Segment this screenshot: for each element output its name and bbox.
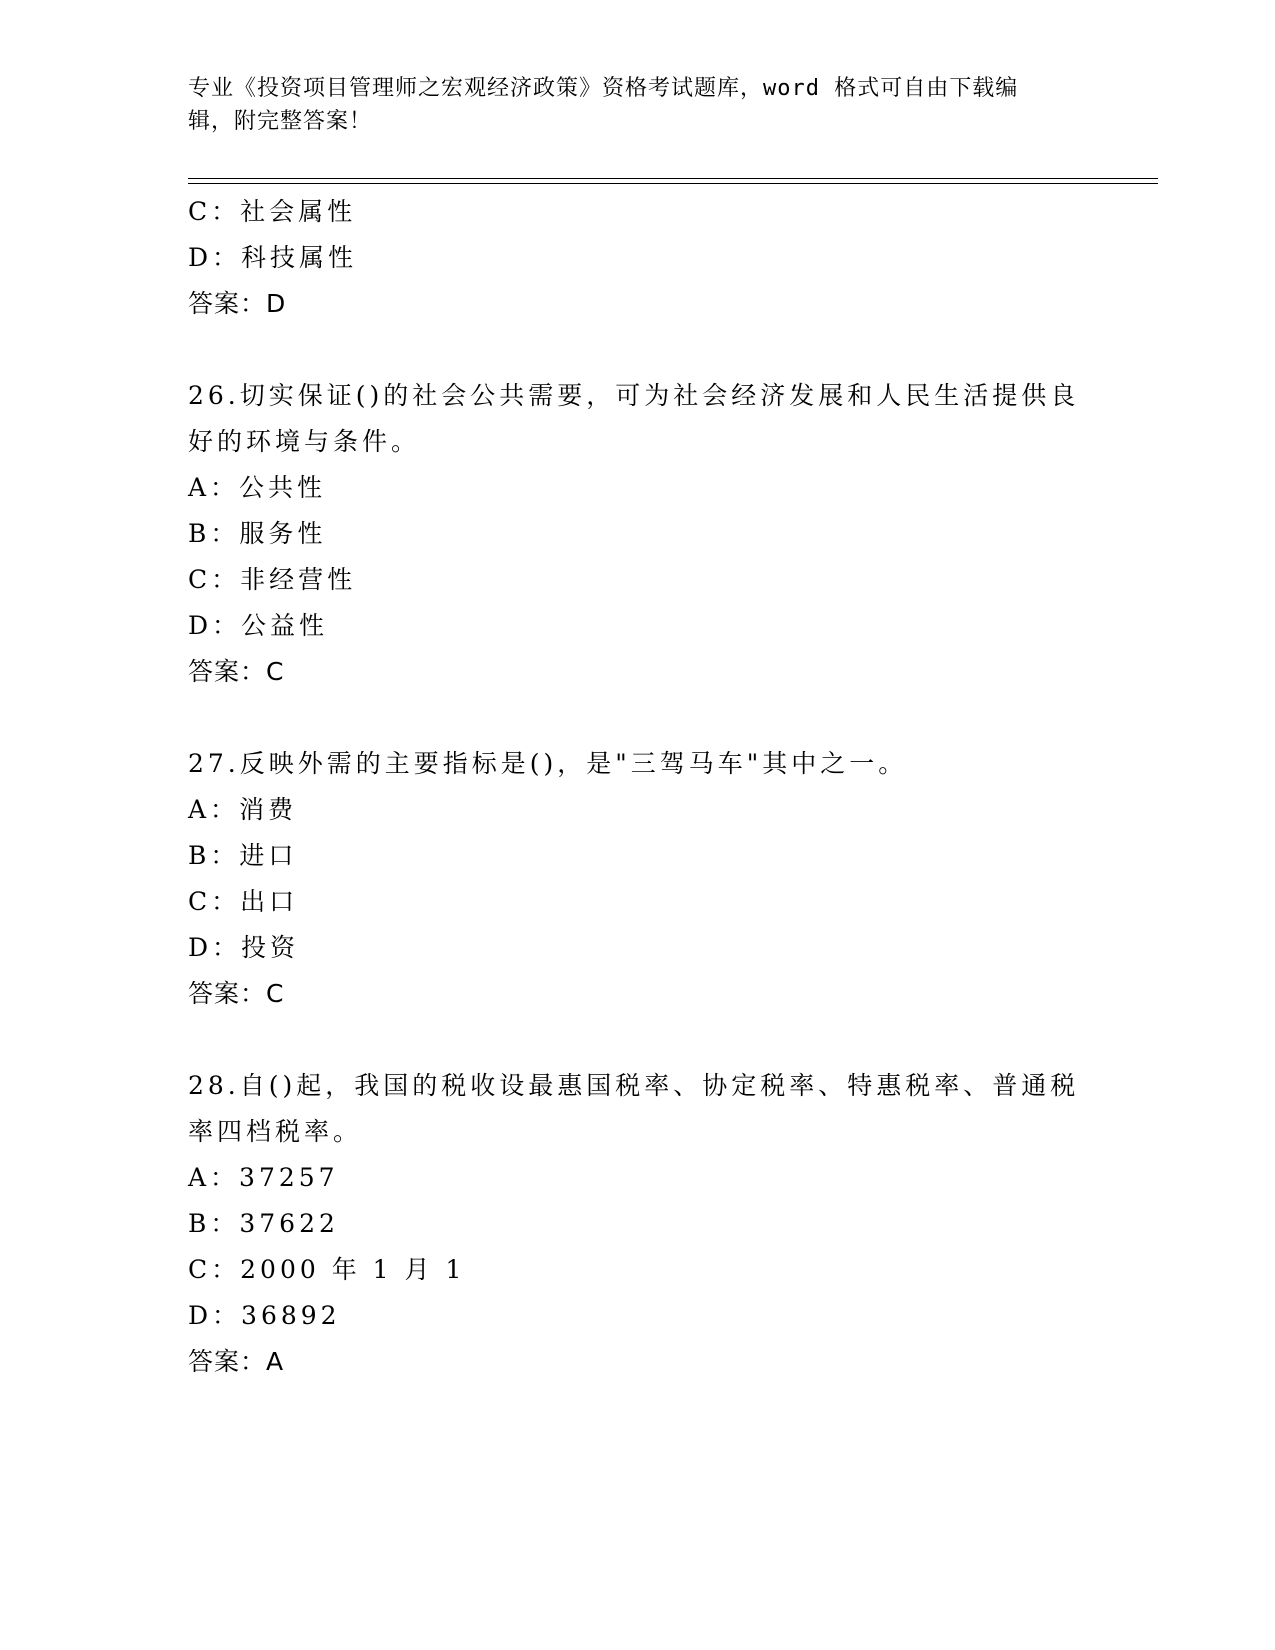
question-stem-line-2: 率四档税率。 [188, 1117, 363, 1146]
answer-line: 答案：C [188, 657, 285, 686]
document-header [188, 72, 1068, 138]
option-d: D：科技属性 [188, 243, 358, 272]
header-line-2: 辑，附完整答案！ [188, 109, 373, 134]
spacer [188, 695, 1088, 741]
question-stem-line-1: 27.反映外需的主要指标是()，是"三驾马车"其中之一。 [188, 749, 908, 778]
header-line-1: 专业《投资项目管理师之宏观经济政策》资格考试题库，word 格式可自由下载编 [188, 76, 1019, 101]
option-b: B：37622 [188, 1209, 339, 1238]
option-a: A：公共性 [188, 473, 327, 502]
spacer [188, 1017, 1088, 1063]
question-27 [188, 741, 1088, 1017]
header-rule-top [188, 178, 1158, 179]
question-content [188, 189, 1088, 1385]
option-c: C：非经营性 [188, 565, 357, 594]
option-b: B：服务性 [188, 519, 327, 548]
spacer [188, 327, 1088, 373]
header-rule-bottom [188, 183, 1158, 184]
option-d: D：公益性 [188, 611, 329, 640]
option-d: D：投资 [188, 933, 300, 962]
option-a: A：消费 [188, 795, 298, 824]
option-c: C：出口 [188, 887, 299, 916]
question-26 [188, 373, 1088, 695]
answer-line: 答案：A [188, 1347, 285, 1376]
option-c: C：2000 年 1 月 1 [188, 1255, 466, 1284]
question-stem-line-1: 28.自()起，我国的税收设最惠国税率、协定税率、特惠税率、普通税 [188, 1071, 1080, 1100]
answer-line: 答案：C [188, 979, 285, 1008]
option-d: D：36892 [188, 1301, 341, 1330]
question-stem-line-2: 好的环境与条件。 [188, 427, 421, 456]
question-28 [188, 1063, 1088, 1385]
question-stem-line-1: 26.切实保证()的社会公共需要，可为社会经济发展和人民生活提供良 [188, 381, 1080, 410]
answer-line: 答案：D [188, 289, 287, 318]
option-c: C：社会属性 [188, 197, 357, 226]
option-a: A：37257 [188, 1163, 339, 1192]
continued-question [188, 189, 1088, 327]
option-b: B：进口 [188, 841, 298, 870]
